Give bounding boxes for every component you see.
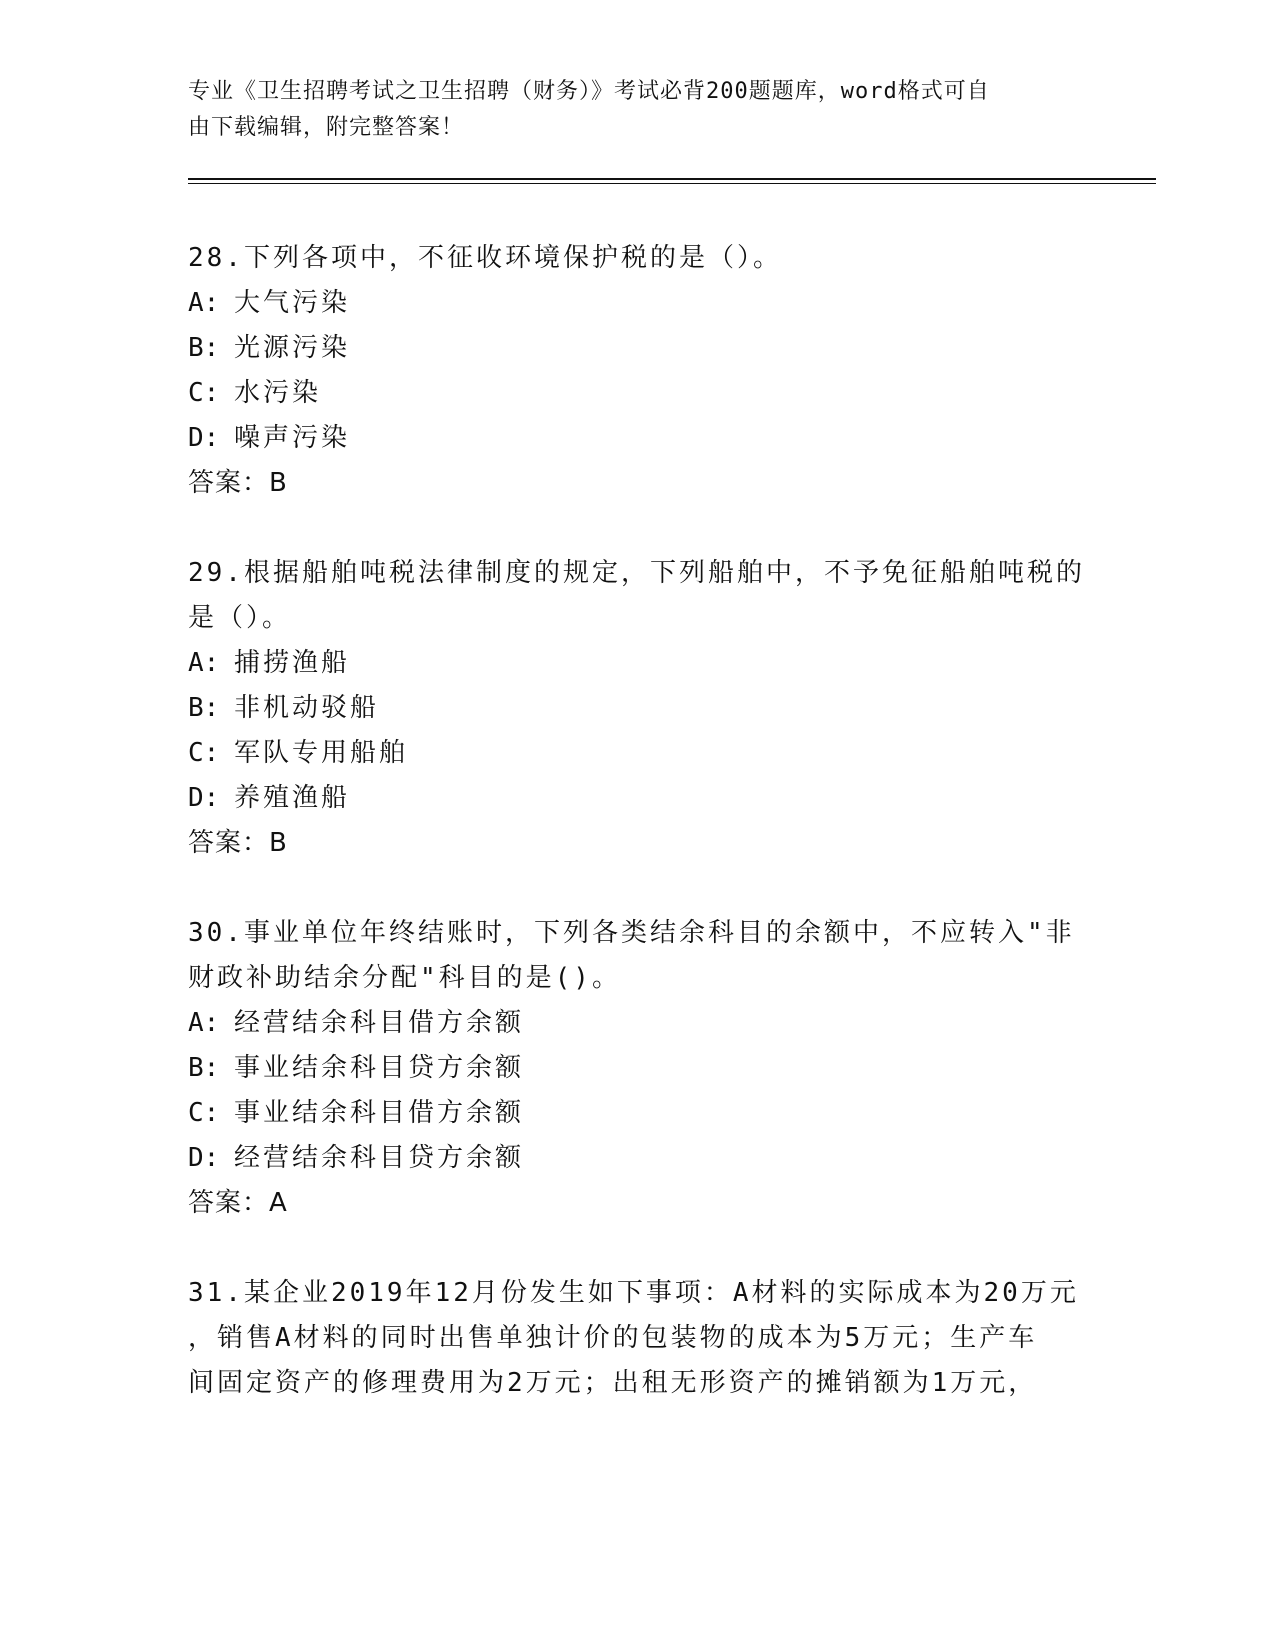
- option-text: 事业结余科目借方余额: [234, 1098, 525, 1128]
- question-list: [188, 236, 1088, 1451]
- option-d: [188, 1136, 1088, 1181]
- question-stem: [188, 911, 1088, 1001]
- option-text: 噪声污染: [234, 423, 351, 453]
- question-stem: [188, 236, 1088, 281]
- question-29: [188, 551, 1088, 866]
- option-a: [188, 1001, 1088, 1046]
- header-divider-thin: [188, 183, 1156, 184]
- question-stem-line: 间固定资产的修理费用为2万元；出租无形资产的摊销额为1万元，: [188, 1368, 1038, 1398]
- question-stem-line: 28.下列各项中，不征收环境保护税的是（）。: [188, 243, 782, 273]
- answer-line: 答案：A: [188, 1188, 288, 1218]
- option-b: [188, 686, 1088, 731]
- option-text: 经营结余科目借方余额: [234, 1008, 525, 1038]
- question-28: [188, 236, 1088, 506]
- option-text: 水污染: [234, 378, 322, 408]
- question-stem-line: 31.某企业2019年12月份发生如下事项：A材料的实际成本为20万元: [188, 1278, 1079, 1308]
- answer-line: 答案：B: [188, 468, 288, 498]
- question-stem: [188, 551, 1088, 641]
- document-header: [188, 74, 1068, 146]
- header-line-1: 专业《卫生招聘考试之卫生招聘（财务）》考试必背200题题库，word格式可自: [188, 79, 990, 104]
- option-letter: D:: [188, 783, 220, 813]
- option-b: [188, 326, 1088, 371]
- option-letter: B:: [188, 1053, 220, 1083]
- option-letter: B:: [188, 333, 220, 363]
- question-stem: [188, 1271, 1088, 1406]
- question-31: [188, 1271, 1088, 1406]
- option-letter: A:: [188, 648, 220, 678]
- option-text: 光源污染: [234, 333, 351, 363]
- option-letter: C:: [188, 1098, 220, 1128]
- option-c: [188, 731, 1088, 776]
- option-letter: D:: [188, 423, 220, 453]
- question-30: [188, 911, 1088, 1226]
- header-divider-thick: [188, 178, 1156, 180]
- option-text: 非机动驳船: [234, 693, 380, 723]
- header-line-2: 由下载编辑，附完整答案！: [188, 115, 465, 140]
- option-letter: C:: [188, 738, 220, 768]
- option-text: 军队专用船舶: [234, 738, 409, 768]
- option-a: [188, 641, 1088, 686]
- question-stem-line: 财政补助结余分配"科目的是()。: [188, 963, 621, 993]
- option-letter: A:: [188, 1008, 220, 1038]
- option-b: [188, 1046, 1088, 1091]
- option-d: [188, 416, 1088, 461]
- option-a: [188, 281, 1088, 326]
- option-text: 养殖渔船: [234, 783, 351, 813]
- question-stem-line: ，销售A材料的同时出售单独计价的包装物的成本为5万元；生产车: [188, 1323, 1038, 1353]
- option-text: 事业结余科目贷方余额: [234, 1053, 525, 1083]
- option-c: [188, 1091, 1088, 1136]
- option-c: [188, 371, 1088, 416]
- option-letter: C:: [188, 378, 220, 408]
- question-stem-line: 29.根据船舶吨税法律制度的规定，下列船舶中，不予免征船舶吨税的: [188, 558, 1085, 588]
- option-letter: A:: [188, 288, 220, 318]
- option-text: 大气污染: [234, 288, 351, 318]
- option-text: 经营结余科目贷方余额: [234, 1143, 525, 1173]
- option-letter: D:: [188, 1143, 220, 1173]
- question-stem-line: 30.事业单位年终结账时，下列各类结余科目的余额中，不应转入"非: [188, 918, 1075, 948]
- option-letter: B:: [188, 693, 220, 723]
- answer-line: 答案：B: [188, 828, 288, 858]
- option-text: 捕捞渔船: [234, 648, 351, 678]
- option-d: [188, 776, 1088, 821]
- question-stem-line: 是（）。: [188, 603, 292, 633]
